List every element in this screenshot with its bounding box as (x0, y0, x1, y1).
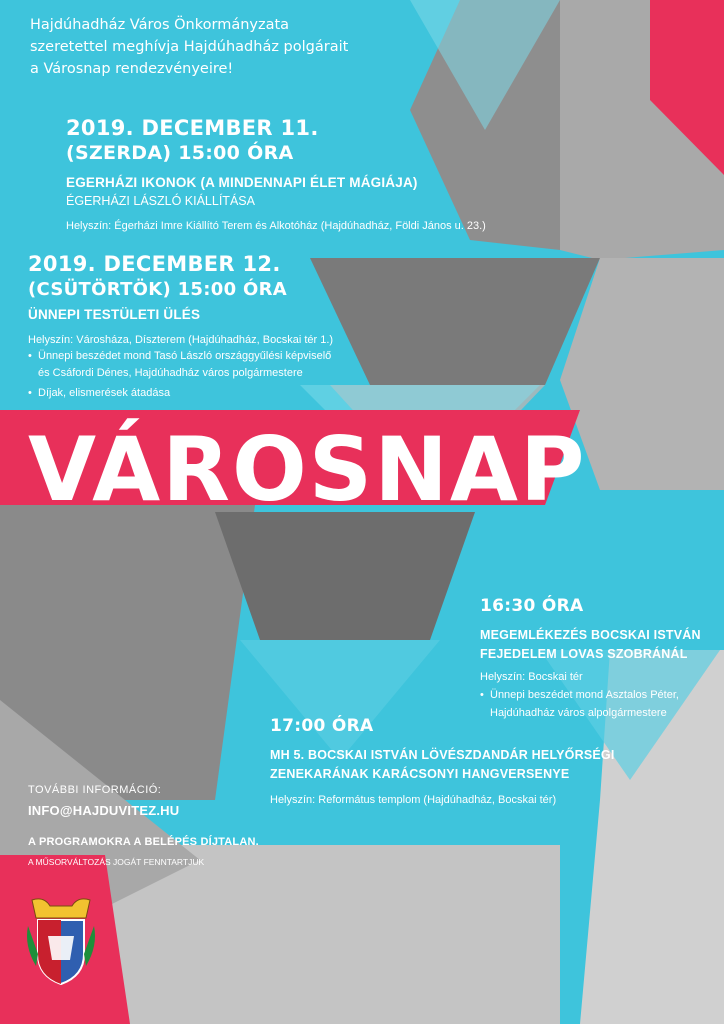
event1-day-time: (SZERDA) 15:00 ÓRA (66, 142, 294, 164)
event2-bullet-2: • Díjak, elismerések átadása (38, 387, 170, 399)
cyan-overlay-3 (240, 640, 440, 760)
event4-title-line-1: MH 5. BOCSKAI ISTVÁN LÖVÉSZDANDÁR HELYŐRSÉGI (270, 748, 615, 762)
event1-title: EGERHÁZI IKONOK (A MINDENNAPI ÉLET MÁGIÁJA) (66, 175, 418, 190)
poster-title: VÁROSNAP (28, 418, 587, 521)
event2-title: ÜNNEPI TESTÜLETI ÜLÉS (28, 307, 201, 322)
event2-location: Helyszín: Városháza, Díszterem (Hajdúhadház, Bocskai tér 1.) (28, 334, 334, 346)
footer-disclaimer: A MŰSORVÁLTOZÁS JOGÁT FENNTARTJUK (28, 857, 205, 867)
event1-location: Helyszín: Égerházi Imre Kiállító Terem és Alkotóház (Hajdúhadház, Földi János u. 23.) (66, 220, 486, 232)
photo-soldiers-clarinet (310, 258, 600, 385)
event2-bullet-1: • Ünnepi beszédet mond Tasó László országgyűlési képviselő (38, 350, 331, 362)
coat-of-arms-icon (24, 896, 98, 988)
event1-subtitle: ÉGERHÁZI LÁSZLÓ KIÁLLÍTÁSA (66, 194, 255, 208)
intro-line-2: szeretettel meghívja Hajdúhadház polgárait (30, 39, 349, 55)
footer-info-label: TOVÁBBI INFORMÁCIÓ: (28, 784, 162, 796)
event2-date: 2019. DECEMBER 12. (28, 252, 281, 276)
event3-location: Helyszín: Bocskai tér (480, 671, 583, 683)
footer-email[interactable]: INFO@HAJDUVITEZ.HU (28, 803, 180, 818)
event3-bullet-1: • Ünnepi beszédet mond Asztalos Péter, (490, 689, 679, 701)
event2-bullet-1-cont: és Csáfordi Dénes, Hajdúhadház város polgármestere (38, 367, 303, 379)
event3-bullet-1-cont: Hajdúhadház város alpolgármestere (490, 707, 667, 719)
intro-line-3: a Városnap rendezvényeire! (30, 61, 234, 77)
event4-title-line-2: ZENEKARÁNAK KARÁCSONYI HANGVERSENYE (270, 767, 570, 781)
event3-title-line-2: FEJEDELEM LOVAS SZOBRÁNÁL (480, 647, 688, 661)
footer-free-entry: A PROGRAMOKRA A BELÉPÉS DÍJTALAN. (28, 836, 259, 848)
event2-day-time: (CSÜTÖRTÖK) 15:00 ÓRA (28, 279, 287, 300)
intro-line-1: Hajdúhadház Város Önkormányzata (30, 17, 290, 33)
event4-time: 17:00 ÓRA (270, 716, 374, 736)
event3-title-line-1: MEGEMLÉKEZÉS BOCSKAI ISTVÁN (480, 628, 701, 642)
event1-date: 2019. DECEMBER 11. (66, 116, 319, 140)
event4-location: Helyszín: Református templom (Hajdúhadház, Bocskai tér) (270, 794, 557, 806)
photo-award-ceremony (215, 512, 475, 640)
event3-time: 16:30 ÓRA (480, 596, 584, 616)
